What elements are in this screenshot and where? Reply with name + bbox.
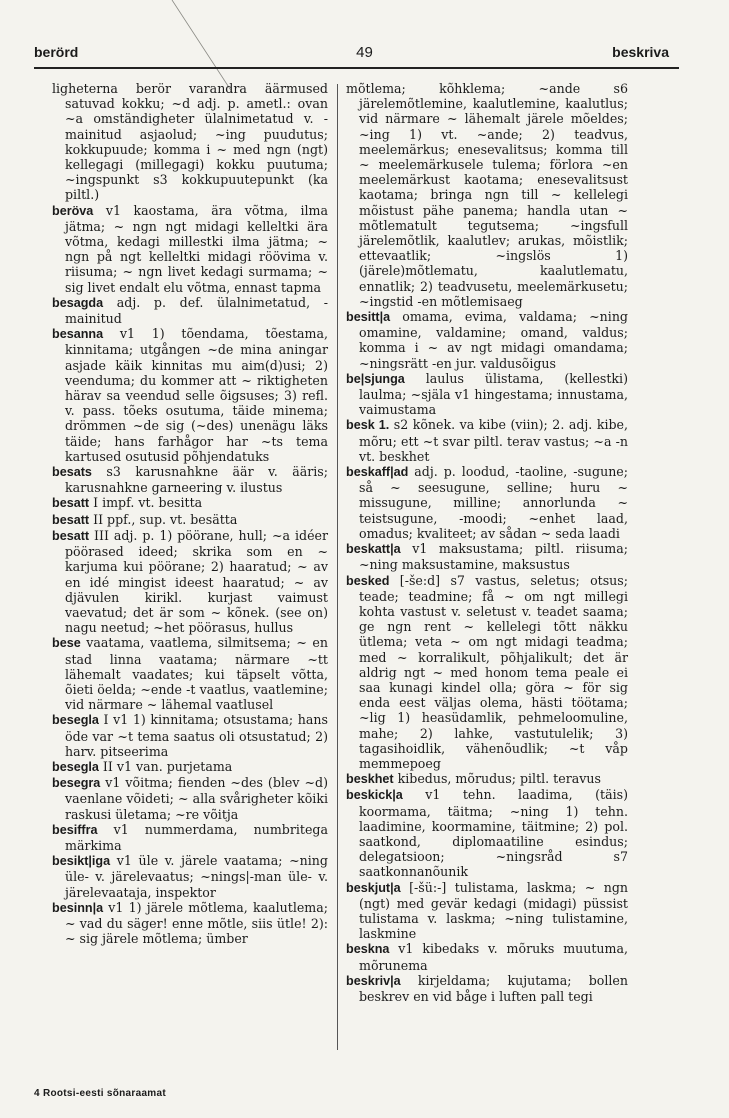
dictionary-entry [52,295,328,326]
entry-headword: besitt|a [346,310,391,325]
dictionary-entry [52,822,328,853]
entry-definition: [-šü:-] tulistama, laskma; ~ ngn (ngt) med gevär kedagi (midagi) püssist tulistama v. laskma; ~ning tulistamine, laskmine [359,879,628,942]
dictionary-entry [52,464,328,495]
dictionary-entry [346,787,628,879]
dictionary-entry [52,203,328,295]
dictionary-entry [346,81,628,309]
entry-headword: besanna [52,327,104,342]
entry-definition: v1 tehn. laadima, (täis) koormama, täitma; ~ning 1) tehn. laadimine, koormamine, täitmine; 2) pol. saatkond, diplomaatiline esindus; delegatsioon; ~ningsråd s7 saatkonnanõunik [359,787,628,880]
right-column [346,81,628,1004]
entry-headword: besiffra [52,822,98,837]
entry-headword: beskjut|a [346,880,401,895]
entry-definition: v1 võitma; fienden ~des (blev ~d) vaenlane võideti; ~ alla svårigheter kõiki raskusi ületama; ~re võitja [65,775,328,822]
entry-definition: kibedus, mõrudus; piltl. teravus [393,771,601,787]
entry-definition: v1 nummerdama, numbritega märkima [65,821,328,853]
entry-headword: be|sjunga [346,371,405,386]
entry-definition: laulus ülistama, (kellestki) laulma; ~själa v1 hingestama; innustama, vaimustama [359,370,628,418]
left-column [52,81,328,946]
dictionary-entry [52,853,328,900]
entry-definition: v1 kibedaks v. mõruks muutuma, mõrunema [359,941,628,973]
dictionary-entry [52,712,328,759]
entry-headword: beskhet [346,772,394,787]
dictionary-entry [52,81,328,203]
entry-definition: I v1 1) kinnitama; otsustama; hans öde var ~t tema saatus oli otsustatud; 2) harv. pitseerima [65,712,328,759]
entry-definition: II ppf., sup. vt. besätta [89,511,238,527]
entry-definition: vaatama, vaatlema, silmitsema; ~ en stad linna vaatama; närmare ~tt lähemalt vaadates; kui täpselt võtta, õieti öelda; ~ende -t vaatlus, vaatlemine; vid närmare ~ lähemal vaatlusel [65,635,328,713]
dictionary-entry [346,371,628,418]
right-guide-word: beskriva [612,44,669,60]
dictionary-entry [346,880,628,942]
entry-headword: beröva [52,203,94,218]
dictionary-entry [346,573,628,772]
entry-headword: besk 1. [346,418,390,433]
entry-headword: besegra [52,776,101,791]
entry-headword: besinn|a [52,900,104,915]
entry-headword: besatt [52,512,90,527]
dictionary-entry [52,759,328,775]
dictionary-entry [346,973,628,1004]
entry-definition: ligheterna berör varandra äärmused satuvad kokku; ~d adj. p. ametl.: ovan ~a omständigheter ülalnimetatud v. -mainitud asjaolud; ~ing puudutus; kokkupuude; komma i ~ med ngn (ngt) kellegagi (millegagi) kokku puutuma; ~ingspunkt s3 kokkupuutepunkt (ka piltl.) [52,81,328,203]
entry-headword: besagda [52,295,104,310]
entry-headword: bese [52,636,81,651]
dictionary-entry [52,512,328,528]
entry-definition: [-še:d] s7 vastus, seletus; otsus; teade; teadmine; få ~ om ngt millegi kohta vastust v. seletust v. teadet saama; ge ngn rent ~ kellelegi tõtt näkku ütlema; veta ~ om ngt midagi teadma; med ~ korralikult, põhjalikult; det är aldrig ngt ~ med honom tema peale ei saa kunagi kindel olla; göra ~ för sig enda eest väljas olema, hästi töötama; ~lig 1) heasüdamlik, pehmeloomuline, mahe; 2) lahke, vastutulelik; 3) tagasihoidlik, vähenõudlik; ~t våp memmepoeg [359,572,628,771]
entry-headword: besatt [52,528,90,543]
entry-headword: beskaff|ad [346,465,409,480]
dictionary-entry [346,464,628,541]
entry-definition: adj. p. def. ülalnimetatud, -mainitud [65,294,328,327]
entry-definition: v1 maksustama; piltl. riisuma; ~ning maksustamine, maksustus [359,541,628,573]
entry-definition: adj. p. loodud, -taoline, -sugune; så ~ seesugune, selline; huru ~ missugune, milline; annorlunda ~ teistsugune, -moodi; ~enhet laad, omadus; kvaliteet; av sådan ~ seda laadi [359,464,628,541]
column-divider [337,84,338,1050]
entry-definition: omama, evima, valdama; ~ning omamine, valdamine; omand, valdus; komma i ~ av ngt midagi omandama; ~ningsrätt -en jur. valdusõigus [359,309,628,371]
dictionary-entry [346,309,628,371]
entry-definition: kirjeldama; kujutama; bollen beskrev en vid båge i luften pall tegi [359,972,628,1004]
entry-headword: beskriv|a [346,973,401,988]
dictionary-entry [346,417,628,464]
dictionary-entry [52,775,328,822]
dictionary-entry [52,900,328,947]
entry-definition: v1 kaostama, ära võtma, ilma jätma; ~ ngn ngt midagi kelleltki ära võtma, kedagi millestki ilma jätma; ~ ngn på ngt kelleltki midagi röövima v. riisuma; ~ ngn livet kedagi surmama; ~ sig livet endalt elu võtma, ennast tapma [65,202,328,295]
page-number: 49 [356,44,373,61]
entry-headword: besats [52,465,92,480]
entry-definition: v1 üle v. järele vaatama; ~ning üle- v. järelevaatus; ~nings|-man üle- v. järelevaataja, inspektor [65,853,328,900]
entry-definition: s3 karusnahkne äär v. ääris; karusnahkne garneering v. ilustus [65,464,328,496]
entry-definition: v1 1) tõendama, tõestama, kinnitama; utgången ~de mina aningar asjade käik kinnitas mu aim(d)usi; 2) veenduma; du kommer att ~ riktigheten härav sa veendud selle õigsuses; 3) refl. v. pass. tõeks osutuma, täide minema; drömmen ~de sig (~des) unenägu läks täide; hans farhågor har ~ts tema kartused osutusid põhjendatuks [65,326,328,464]
entry-headword: beskick|a [346,788,403,803]
dictionary-entry [52,495,328,511]
entry-headword: besegla [52,713,99,728]
dictionary-entry [346,541,628,572]
entry-headword: beskatt|a [346,542,401,557]
entry-definition: v1 1) järele mõtlema, kaalutlema; ~ vad du säger! enne mõtle, siis ütle! 2): ~ sig järele mõtlema; ümber [65,899,328,947]
header-rule [34,67,679,69]
footer-signature: 4 Rootsi-eesti sõnaraamat [34,1088,166,1099]
dictionary-entry [52,635,328,712]
dictionary-entry [52,326,328,464]
left-guide-word: berörd [34,44,79,60]
entry-headword: beskna [346,942,390,957]
dictionary-entry [52,528,328,635]
entry-definition: s2 kõnek. va kibe (viin); 2. adj. kibe, mõru; ett ~t svar piltl. terav vastus; ~a -n vt. beskhet [359,417,628,464]
entry-headword: besked [346,573,390,588]
dictionary-entry [346,771,628,787]
entry-definition: II v1 van. purjetama [98,758,233,774]
entry-headword: besegla [52,759,99,774]
entry-headword: besatt [52,496,90,511]
dictionary-entry [346,941,628,972]
entry-definition: mõtlema; kõhklema; ~ande s6 järelemõtlemine, kaalutlemine, kaalutlus; vid närmare ~ lähemalt järele mõeldes; ~ing 1) vt. ~ande; 2) teadvus, meelemärkus; enesevalitsus; komma till ~ meelemärkusele tulema; förlora ~en meelemärkust kaotama; enesevalitsust kaotama; bringa ngn till ~ kellelegi mõistust pähe panema; handla utan ~ mõtlematult tegutsema; ~ingsfull järelemõtlik, kaalutlev; arukas, mõistlik; ettevaatlik; ~ingslös 1) (järele)mõtlematu, kaalutlematu, ennatlik; 2) teadvusetu, meelemärkusetu; ~ingstid -en mõtlemisaeg [346,81,628,309]
entry-headword: besikt|iga [52,854,111,869]
entry-definition: III adj. p. 1) pöörane, hull; ~a idéer pöörased ideed; skrika som en ~ karjuma kui pöörane; 2) haaratud; ~ av en idé mingist ideest haaratud; ~ av djävulen kirikl. kurjast vaimust vaevatud; det är som ~ kõnek. (see on) nagu neetud; ~het pöörasus, hullus [65,527,328,636]
entry-definition: I impf. vt. besitta [89,495,203,511]
